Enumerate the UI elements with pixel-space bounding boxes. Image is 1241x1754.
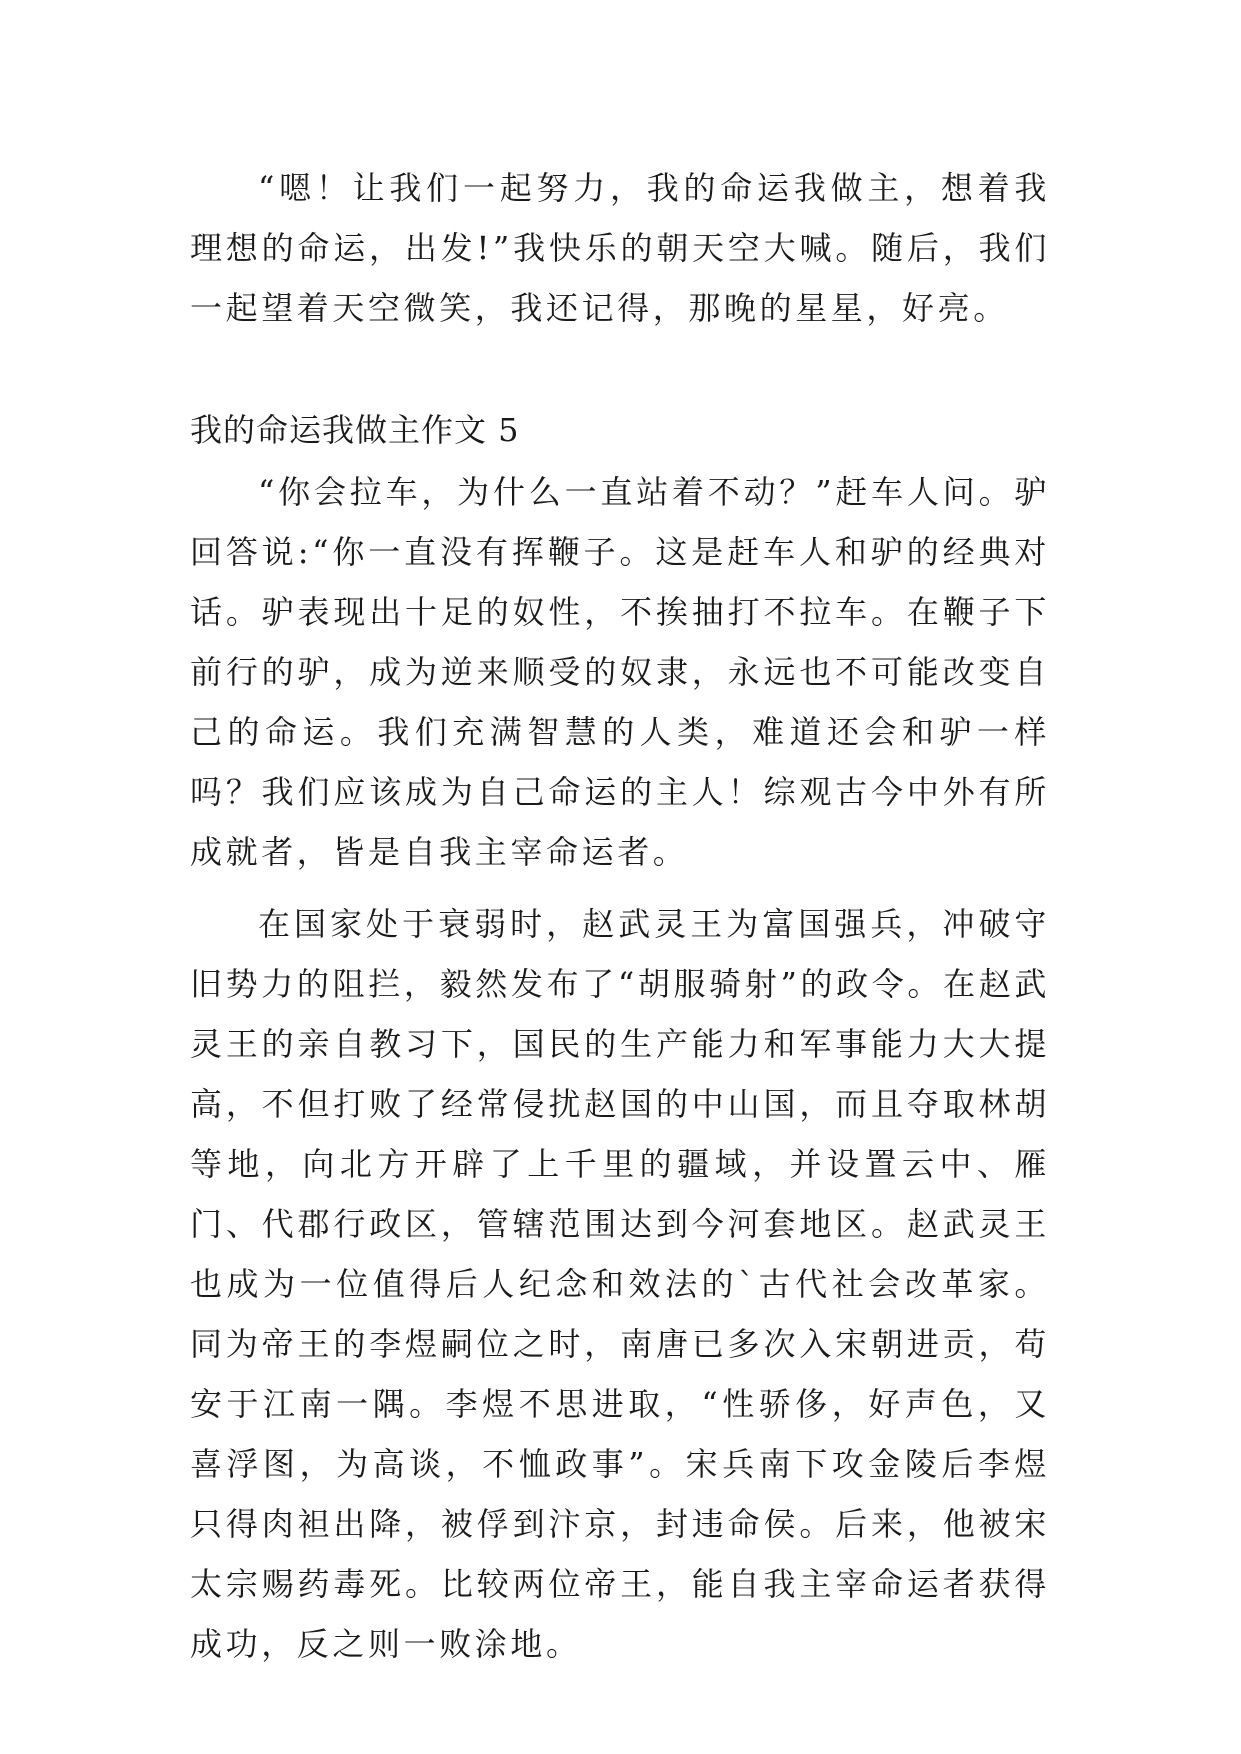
paragraph-two-emperors: 在国家处于衰弱时，赵武灵王为富国强兵，冲破守旧势力的阻拦，毅然发布了“胡服骑射”的政令。在赵武灵王的亲自教习下，国民的生产能力和军事能力大大提高，不但打败了经常侵扰赵国的中山国，而且夺取林胡等地，向北方开辟了上千里的疆域，并设置云中、雁门、代郡行政区，管辖范围达到今河套地区。赵武灵王也成为一位值得后人纪念和效法的`古代社会改革家。同为帝王的李煜嗣位之时，南唐已多次入宋朝进贡，苟安于江南一隅。李煜不思进取，“性骄侈，好声色，又喜浮图，为高谈，不恤政事”。宋兵南下攻金陵后李煜只得肉袒出降，被俘到汴京，封违命侯。后来，他被宋太宗赐药毒死。比较两位帝王，能自我主宰命运者获得成功，反之则一败涂地。 <box>190 905 1050 1663</box>
paragraph-donkey-dialogue: “你会拉车，为什么一直站着不动？”赶车人问。驴回答说:“你一直没有挥鞭子。这是赶车人和驴的经典对话。驴表现出十足的奴性，不挨抽打不拉车。在鞭子下前行的驴，成为逆来顺受的奴隶，永远也不可能改变自己的命运。我们充满智慧的人类，难道还会和驴一样吗？我们应该成为自己命运的主人！综观古今中外有所成就者，皆是自我主宰命运者。 <box>190 473 1050 871</box>
paragraph-closing-story: “嗯！让我们一起努力，我的命运我做主，想着我理想的命运，出发!”我快乐的朝天空大喊。随后，我们一起望着天空微笑，我还记得，那晚的星星，好亮。 <box>190 169 1050 327</box>
document-body <box>190 158 1050 1674</box>
essay-heading: 我的命运我做主作文 5 <box>190 411 520 449</box>
